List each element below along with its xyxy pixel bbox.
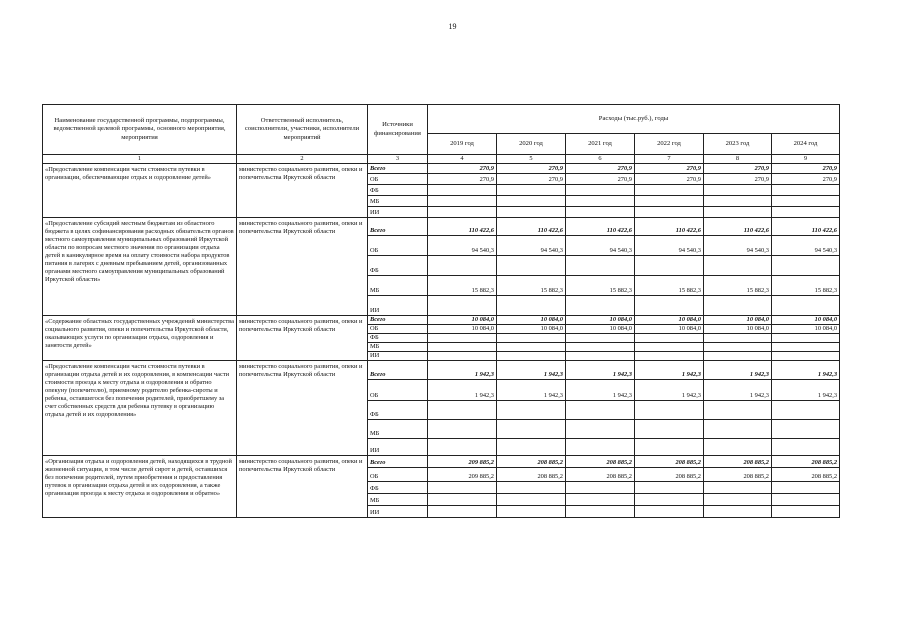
expense-value [704,420,772,439]
table-row [43,456,840,468]
table-row [43,164,840,174]
expense-value [704,494,772,506]
expense-value [772,482,840,494]
table-row [43,218,840,236]
expense-value [772,494,840,506]
expense-value: 270,9 [497,174,566,185]
expense-value [635,439,704,456]
expenses-table [42,104,840,518]
column-number: 1 [43,155,237,164]
expense-value [497,494,566,506]
expense-value: 208 885,2 [704,468,772,482]
expense-value: 208 885,2 [772,468,840,482]
measure-name: «Предоставление компенсации части стоимости путевки в организации, обеспечивающие отдых и оздоровление детей» [43,164,237,218]
expense-value [497,343,566,352]
expense-value [772,185,840,196]
expense-value: 270,9 [772,174,840,185]
expense-value [772,401,840,420]
header-year: 2022 год [635,134,704,155]
expense-value [566,506,635,518]
expense-value [772,352,840,361]
expense-value [704,334,772,343]
expense-value [497,296,566,316]
responsible-executor: министерство социального развития, опеки и попечительства Иркутской области [237,218,368,316]
expense-value [772,296,840,316]
funding-source: ИИ [368,439,428,456]
column-number: 5 [497,155,566,164]
expense-value: 270,9 [566,174,635,185]
expense-value [772,334,840,343]
expense-value [635,296,704,316]
expense-value: 94 540,3 [635,236,704,256]
expense-value [772,256,840,276]
funding-source: ОБ [368,380,428,401]
expense-value: 1 942,3 [635,361,704,380]
expense-value [635,401,704,420]
expense-value: 10 084,0 [704,316,772,325]
expense-value [428,401,497,420]
expense-value [428,439,497,456]
expense-value [772,207,840,218]
expense-value [497,256,566,276]
expense-value [704,196,772,207]
expense-value [566,185,635,196]
expense-value [566,207,635,218]
expense-value: 1 942,3 [566,380,635,401]
expense-value [704,256,772,276]
expense-value: 270,9 [497,164,566,174]
expense-value [704,352,772,361]
expense-value: 270,9 [635,174,704,185]
measure-name: «Предоставление субсидий местным бюджетам из областного бюджета в целях софинансирования расходных обязательств органов местного самоуправления муниципальных образований Иркутской области по вопросам местного значения по организации отдыха детей в каникулярное время на оплату стоимости набора продуктов питания в лагерях с дневным пребыванием детей, организованных органами местного самоуправления муниципальных образований Иркутской области» [43,218,237,316]
expense-value [635,334,704,343]
expense-value [635,506,704,518]
expense-value [566,494,635,506]
expense-value: 208 885,2 [635,468,704,482]
expense-value: 110 422,6 [772,218,840,236]
table-row [43,316,840,325]
expense-value: 1 942,3 [497,380,566,401]
funding-source: ОБ [368,174,428,185]
table-body [43,164,840,518]
responsible-executor: министерство социального развития, опеки и попечительства Иркутской области [237,316,368,361]
header-year: 2021 год [566,134,635,155]
expense-value: 15 882,3 [704,276,772,296]
expense-value: 1 942,3 [428,380,497,401]
expense-value [497,506,566,518]
expense-value: 1 942,3 [497,361,566,380]
expense-value [635,196,704,207]
expense-value: 15 882,3 [428,276,497,296]
expense-value [428,334,497,343]
expense-value: 270,9 [428,174,497,185]
expense-value [635,185,704,196]
expense-value: 10 084,0 [635,316,704,325]
expense-value [428,506,497,518]
header-year: 2024 год [772,134,840,155]
expense-value: 208 885,2 [497,468,566,482]
table-row [43,361,840,380]
expense-value [566,296,635,316]
funding-source: МБ [368,196,428,207]
funding-source: ИИ [368,296,428,316]
expense-value [497,420,566,439]
expense-value: 1 942,3 [566,361,635,380]
expense-value: 10 084,0 [704,325,772,334]
expense-value: 94 540,3 [566,236,635,256]
header-expenses: Расходы (тыс.руб.), годы [428,105,840,134]
expense-value [497,401,566,420]
expense-value [428,494,497,506]
expense-value: 10 084,0 [428,316,497,325]
expense-value: 209 885,2 [428,468,497,482]
header-year: 2023 год [704,134,772,155]
expense-value [428,420,497,439]
funding-source: ИИ [368,352,428,361]
expense-value [497,482,566,494]
expense-value [566,401,635,420]
expense-value [566,482,635,494]
column-number: 4 [428,155,497,164]
funding-source: Всего [368,316,428,325]
expense-value [566,343,635,352]
expense-value [704,185,772,196]
expense-value: 208 885,2 [566,456,635,468]
funding-source: ОБ [368,468,428,482]
expense-value: 1 942,3 [704,380,772,401]
expense-value: 1 942,3 [635,380,704,401]
column-number: 7 [635,155,704,164]
funding-source: ОБ [368,325,428,334]
expense-value [428,196,497,207]
expense-value [497,196,566,207]
funding-source: ИИ [368,506,428,518]
expense-value [497,207,566,218]
expense-value [428,296,497,316]
header-responsible: Ответственный исполнитель, соисполнители, участники, исполнители мероприятий [237,105,368,155]
expense-value: 10 084,0 [428,325,497,334]
measure-name: «Организация отдыха и оздоровления детей, находящихся в трудной жизненной ситуации, в том числе детей сирот и детей, оставшихся без попечения родителей, путем приобретения и предоставления путевок в организации отдыха детей и их оздоровления, а также организация проезда к месту отдыха и оздоровления и обратно» [43,456,237,518]
column-number: 6 [566,155,635,164]
expense-value: 208 885,2 [704,456,772,468]
expense-value [497,334,566,343]
expense-value [704,343,772,352]
expense-value [566,420,635,439]
header-year: 2019 год [428,134,497,155]
expense-value: 15 882,3 [772,276,840,296]
expense-value: 110 422,6 [566,218,635,236]
expense-value: 270,9 [428,164,497,174]
expense-value [772,506,840,518]
expense-value: 94 540,3 [704,236,772,256]
expense-value [497,439,566,456]
expense-value: 208 885,2 [566,468,635,482]
column-number: 2 [237,155,368,164]
funding-source: Всего [368,456,428,468]
column-number: 9 [772,155,840,164]
expense-value: 270,9 [635,164,704,174]
expense-value: 15 882,3 [497,276,566,296]
expense-value: 1 942,3 [428,361,497,380]
expense-value [772,343,840,352]
expense-value [635,482,704,494]
expense-value [428,207,497,218]
expense-value [428,343,497,352]
expense-value [772,196,840,207]
funding-source: ФБ [368,401,428,420]
expense-value [635,352,704,361]
expense-value: 208 885,2 [635,456,704,468]
header-name: Наименование государственной программы, подпрограммы, ведомственной целевой программы, основного мероприятия, мероприятия [43,105,237,155]
expense-value [635,256,704,276]
expense-value: 208 885,2 [497,456,566,468]
expense-value [428,185,497,196]
funding-source: Всего [368,164,428,174]
expense-value: 110 422,6 [704,218,772,236]
responsible-executor: министерство социального развития, опеки и попечительства Иркутской области [237,164,368,218]
expense-value [704,296,772,316]
funding-source: МБ [368,494,428,506]
header-source: Источники финансирования [368,105,428,155]
funding-source: МБ [368,343,428,352]
funding-source: ОБ [368,236,428,256]
expense-value: 1 942,3 [772,361,840,380]
expense-value [635,343,704,352]
expense-value [704,506,772,518]
expense-value [497,352,566,361]
funding-source: ФБ [368,256,428,276]
expense-value: 208 885,2 [772,456,840,468]
expense-value: 110 422,6 [497,218,566,236]
responsible-executor: министерство социального развития, опеки и попечительства Иркутской области [237,456,368,518]
funding-source: ФБ [368,334,428,343]
column-number: 3 [368,155,428,164]
column-number: 8 [704,155,772,164]
expense-value [566,334,635,343]
funding-source: ФБ [368,185,428,196]
funding-source: ИИ [368,207,428,218]
expense-value: 10 084,0 [772,316,840,325]
expense-value: 94 540,3 [772,236,840,256]
funding-source: МБ [368,276,428,296]
funding-source: МБ [368,420,428,439]
header-year: 2020 год [497,134,566,155]
expense-value: 209 885,2 [428,456,497,468]
measure-name: «Содержание областных государственных учреждений министерства социального развития, опеки и попечительства Иркутской области, оказывающих услуги по организации отдыха, оздоровления и занятости детей» [43,316,237,361]
funding-source: Всего [368,218,428,236]
expense-value: 270,9 [566,164,635,174]
funding-source: ФБ [368,482,428,494]
expense-value [428,256,497,276]
expense-value: 270,9 [704,174,772,185]
expense-value: 10 084,0 [772,325,840,334]
expense-value: 270,9 [704,164,772,174]
funding-source: Всего [368,361,428,380]
expense-value [635,420,704,439]
expense-value: 94 540,3 [497,236,566,256]
expense-value: 10 084,0 [497,316,566,325]
expense-value [566,439,635,456]
expense-value: 1 942,3 [772,380,840,401]
expense-value [497,185,566,196]
expense-value [566,352,635,361]
expense-value [772,420,840,439]
expense-value [635,494,704,506]
expense-value [566,196,635,207]
expense-value [704,207,772,218]
responsible-executor: министерство социального развития, опеки и попечительства Иркутской области [237,361,368,456]
expense-value [772,439,840,456]
expense-value: 10 084,0 [566,316,635,325]
expense-value [704,482,772,494]
expense-value: 1 942,3 [704,361,772,380]
expense-value: 15 882,3 [566,276,635,296]
measure-name: «Предоставление компенсации части стоимости путевки в организации отдыха детей и их оздоровления, в компенсации части стоимости проезда к месту отдыха и оздоровления и обратно опекуну (попечителю), приемному родителю ребенка-сироты и ребенка, оставшегося без попечения родителей, приобретшему за счет собственных средств для ребенка путевку в организацию отдыха детей и их оздоровления» [43,361,237,456]
expense-value: 270,9 [772,164,840,174]
expense-value: 10 084,0 [566,325,635,334]
expense-value [428,482,497,494]
expense-value: 94 540,3 [428,236,497,256]
page-number: 19 [448,22,457,31]
expense-value: 10 084,0 [497,325,566,334]
expense-value: 10 084,0 [635,325,704,334]
expense-value [635,207,704,218]
expense-value [566,256,635,276]
expense-value: 15 882,3 [635,276,704,296]
expense-value [704,401,772,420]
expense-value: 110 422,6 [428,218,497,236]
expense-value: 110 422,6 [635,218,704,236]
expense-value [428,352,497,361]
expense-value [704,439,772,456]
